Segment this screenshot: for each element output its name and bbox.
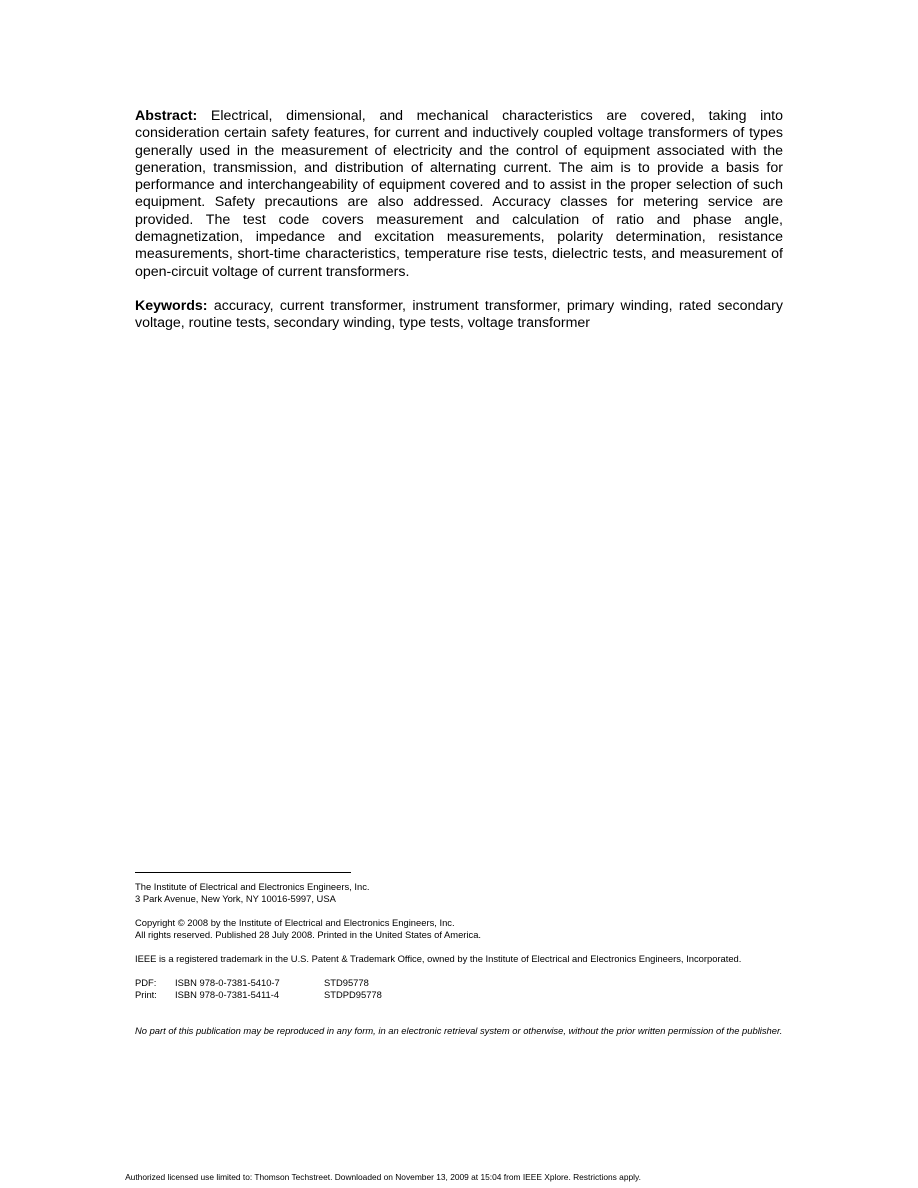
isbn-row-print [135,989,783,1001]
keywords-text: accuracy, current transformer, instrument transformer, primary winding, rated secondary voltage, routine tests, secondary winding, type tests, voltage transformer [135,297,783,332]
keywords-paragraph [135,298,783,333]
isbn-number: ISBN 978-0-7381-5410-7 [175,977,280,988]
isbn-number: ISBN 978-0-7381-5411-4 [175,989,280,1000]
publisher-name: The Institute of Electrical and Electronics Engineers, Inc. [135,881,370,892]
abstract-paragraph [135,108,783,281]
isbn-format: PDF: [135,977,157,988]
publisher-address: 3 Park Avenue, New York, NY 10016-5997, USA [135,893,336,904]
isbn-table [135,977,783,1001]
trademark-notice: IEEE is a registered trademark in the U.S. Patent & Trademark Office, owned by the Institute of Electrical and Electronics Engineers, Incorporated. [135,953,742,964]
isbn-code: STDPD95778 [324,989,382,1000]
footnote-section [135,881,783,1037]
abstract-section [135,108,783,333]
abstract-text: Electrical, dimensional, and mechanical characteristics are covered, taking into consideration certain safety features, for current and inductively coupled voltage transformers of types generally used in the measurement of electricity and the control of equipment associated with the generation, transmission, and distribution of alternating current. The aim is to provide a basis for performance and interchangeability of equipment covered and to assist in the proper selection of such equipment. Safety precautions are also addressed. Accuracy classes for metering service are provided. The test code covers measurement and calculation of ratio and phase angle, demagnetization, impedance and excitation measurements, polarity determination, resistance measurements, short-time characteristics, temperature rise tests, dielectric tests, and measurement of open-circuit voltage of current transformers. [135,108,783,280]
footnote-divider [135,872,351,873]
authorization-footer: Authorized licensed use limited to: Thomson Techstreet. Downloaded on November 13, 2009 at 15:04 from IEEE Xplore. Restrictions apply. [125,1172,641,1182]
reproduction-notice: No part of this publication may be reproduced in any form, in an electronic retrieval system or otherwise, without the prior written permission of the publisher. [135,1025,783,1036]
abstract-label: Abstract: [135,108,198,124]
isbn-format: Print: [135,989,157,1000]
isbn-row-pdf [135,977,783,989]
copyright-block [135,917,783,941]
isbn-code: STD95778 [324,977,369,988]
publisher-block [135,881,783,905]
rights-line: All rights reserved. Published 28 July 2008. Printed in the United States of America. [135,929,482,940]
copyright-line: Copyright © 2008 by the Institute of Electrical and Electronics Engineers, Inc. [135,917,455,928]
keywords-label: Keywords: [135,297,208,314]
